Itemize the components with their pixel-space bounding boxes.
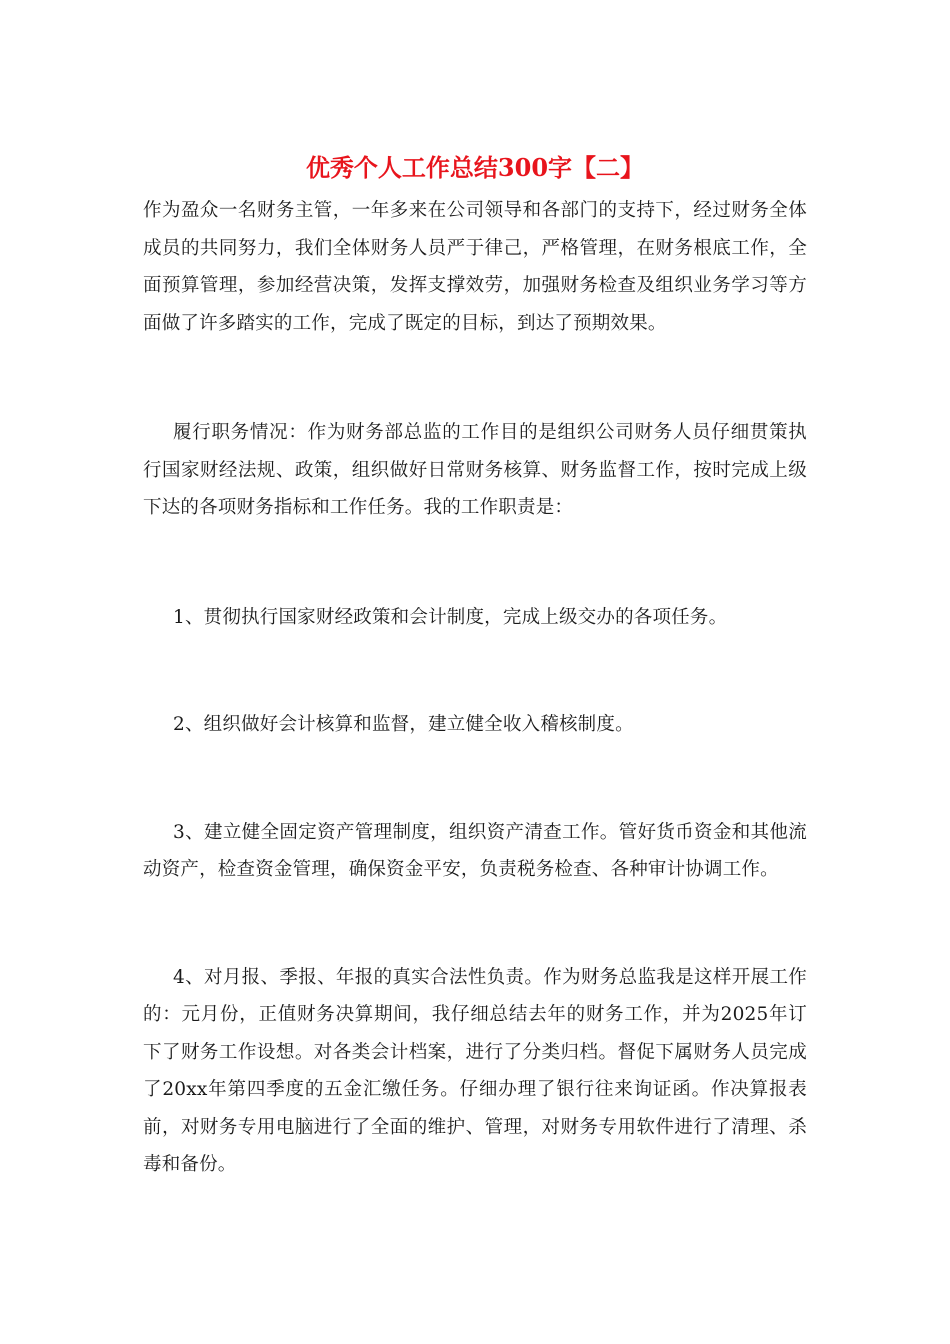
paragraph-spacer	[143, 636, 807, 706]
paragraph-spacer	[143, 342, 807, 414]
document-title: 优秀个人工作总结300字【二】	[305, 153, 645, 182]
paragraph-duties: 履行职务情况：作为财务部总监的工作目的是组织公司财务人员仔细贯策执行国家财经法规、政策，组织做好日常财务核算、财务监督工作，按时完成上级下达的各项财务指标和工作任务。我的工作职责是：	[143, 422, 807, 518]
paragraph-spacer	[143, 527, 807, 599]
document-body	[143, 192, 807, 1184]
list-item-3: 3、建立健全固定资产管理制度，组织资产清查工作。管好货币资金和其他流动资产，检查资金管理，确保资金平安，负责税务检查、各种审计协调工作。	[143, 821, 807, 880]
paragraph-spacer	[143, 889, 807, 959]
list-item-4: 4、对月报、季报、年报的真实合法性负责。作为财务总监我是这样开展工作的：元月份，正值财务决算期间，我仔细总结去年的财务工作，并为2025年订下了财务工作设想。对各类会计档案，进行了分类归档。督促下属财务人员完成了20xx年第四季度的五金汇缴任务。仔细办理了银行往来询证函。作决算报表前，对财务专用电脑进行了全面的维护、管理，对财务专用软件进行了清理、杀毒和备份。	[143, 966, 807, 1175]
list-item-1: 1、贯彻执行国家财经政策和会计制度，完成上级交办的各项任务。	[173, 606, 728, 628]
paragraph-intro: 作为盈众一名财务主管，一年多来在公司领导和各部门的支持下，经过财务全体成员的共同努力，我们全体财务人员严于律己，严格管理，在财务根底工作，全面预算管理，参加经营决策，发挥支撑效劳，加强财务检查及组织业务学习等方面做了许多踏实的工作，完成了既定的目标，到达了预期效果。	[143, 200, 807, 334]
paragraph-spacer	[143, 744, 807, 814]
list-item-2: 2、组织做好会计核算和监督，建立健全收入稽核制度。	[173, 714, 634, 735]
